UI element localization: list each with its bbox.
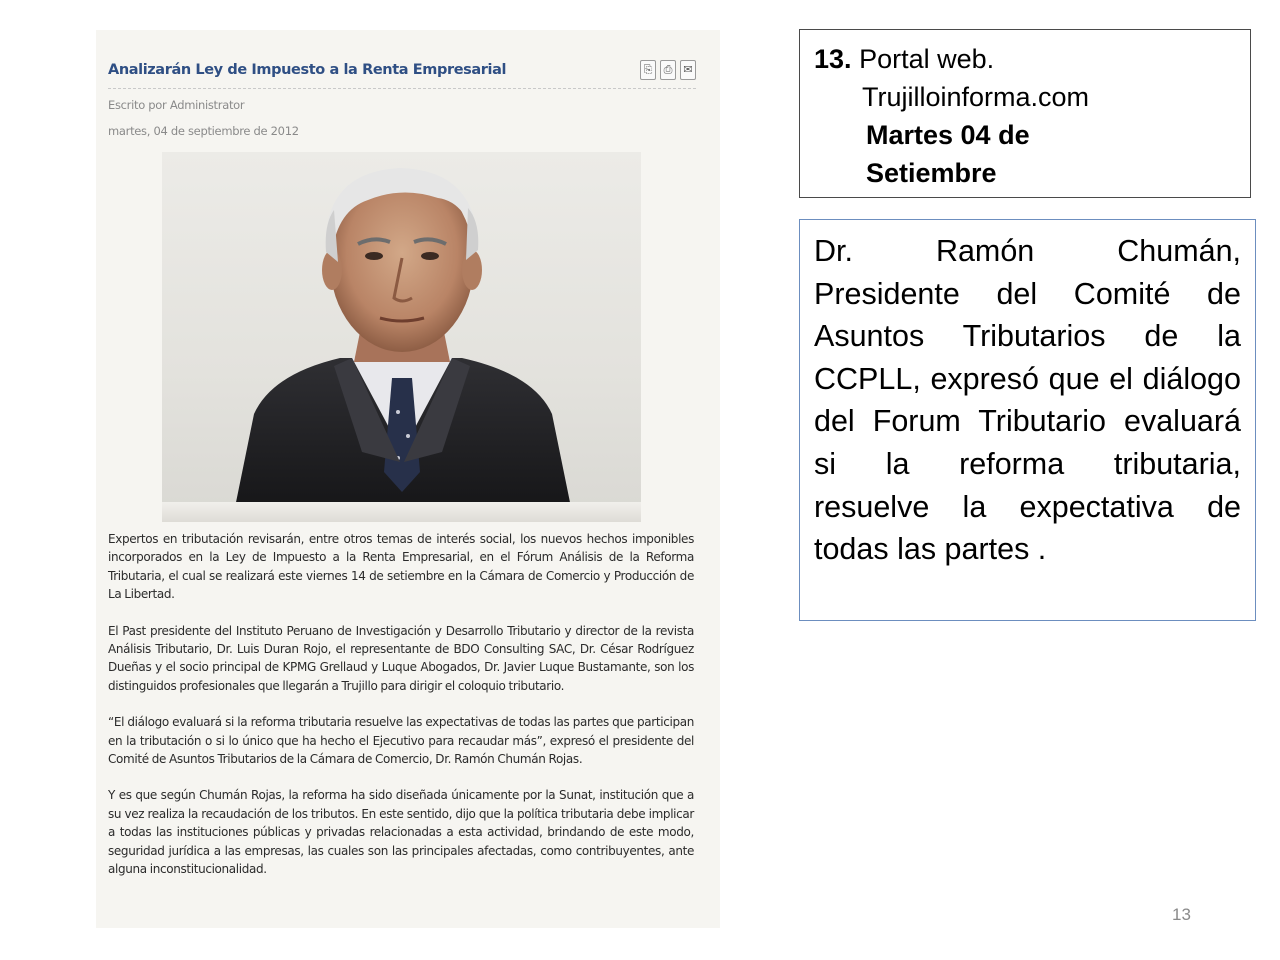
- portrait-image: [162, 152, 641, 522]
- article-header: [108, 54, 696, 89]
- article-paragraph: Y es que según Chumán Rojas, la reforma ha sido diseñada únicamente por la Sunat, institución que a su vez realiza la recaudación de los tributos. En este sentido, dijo que la política tributaria debe implicar a todas las instituciones públicas y privadas relacionadas a esta actividad, brindando de este modo, seguridad jurídica a las empresas, las cuales son las principales afectadas, como contribuyentes, ante alguna inconstitucionalidad.: [108, 788, 694, 877]
- article-photo: [162, 152, 641, 522]
- email-icon[interactable]: ✉: [680, 60, 696, 80]
- source-date-line2: Setiembre: [866, 158, 997, 188]
- pdf-icon[interactable]: ⎘: [640, 60, 656, 80]
- article-date: martes, 04 de septiembre de 2012: [108, 124, 299, 138]
- article-tools: [640, 60, 696, 80]
- source-box: [799, 29, 1251, 198]
- article-title: Analizarán Ley de Impuesto a la Renta Empresarial: [108, 62, 507, 78]
- source-label: Portal web.: [859, 44, 995, 74]
- source-date-line1: Martes 04 de: [866, 120, 1030, 150]
- article-body: [108, 530, 694, 897]
- quote-box: [799, 219, 1256, 621]
- quote-text: Dr. Ramón Chumán, Presidente del Comité de Asuntos Tributarios de la CCPLL, expresó que el diálogo del Forum Tributario evaluará si la reforma tributaria, resuelve la expectativa de todas las partes .: [814, 234, 1241, 567]
- article-clipping: [96, 30, 720, 928]
- source-heading: [814, 40, 1236, 78]
- article-author: Escrito por Administrator: [108, 98, 245, 112]
- source-site: Trujilloinforma.com: [862, 82, 1090, 112]
- source-number: 13.: [814, 44, 852, 74]
- print-icon[interactable]: ⎙: [660, 60, 676, 80]
- article-paragraph: El Past presidente del Instituto Peruano de Investigación y Desarrollo Tributario y director de la revista Análisis Tributario, Dr. Luis Duran Rojo, el representante de BDO Consulting SAC, Dr. César Rodríguez Dueñas y el socio principal de KPMG Grellaud y Luque Abogados, Dr. Javier Luque Bustamante, son los distinguidos profesionales que llegarán a Trujillo para dirigir el coloquio tributario.: [108, 623, 694, 693]
- page-number: 13: [1172, 905, 1191, 924]
- article-paragraph: Expertos en tributación revisarán, entre otros temas de interés social, los nuevos hechos imponibles incorporados en la Ley de Impuesto a la Renta Empresarial, en el Fórum Análisis de la Reforma Tributaria, el cual se realizará este viernes 14 de setiembre en la Cámara de Comercio y Producción de La Libertad.: [108, 532, 694, 602]
- article-paragraph: “El diálogo evaluará si la reforma tributaria resuelve las expectativas de todas las partes que participan en la tributación o si lo único que ha hecho el Ejecutivo para recaudar más”, expresó el presidente del Comité de Asuntos Tributarios de la Cámara de Comercio, Dr. Ramón Chumán Rojas.: [108, 715, 694, 767]
